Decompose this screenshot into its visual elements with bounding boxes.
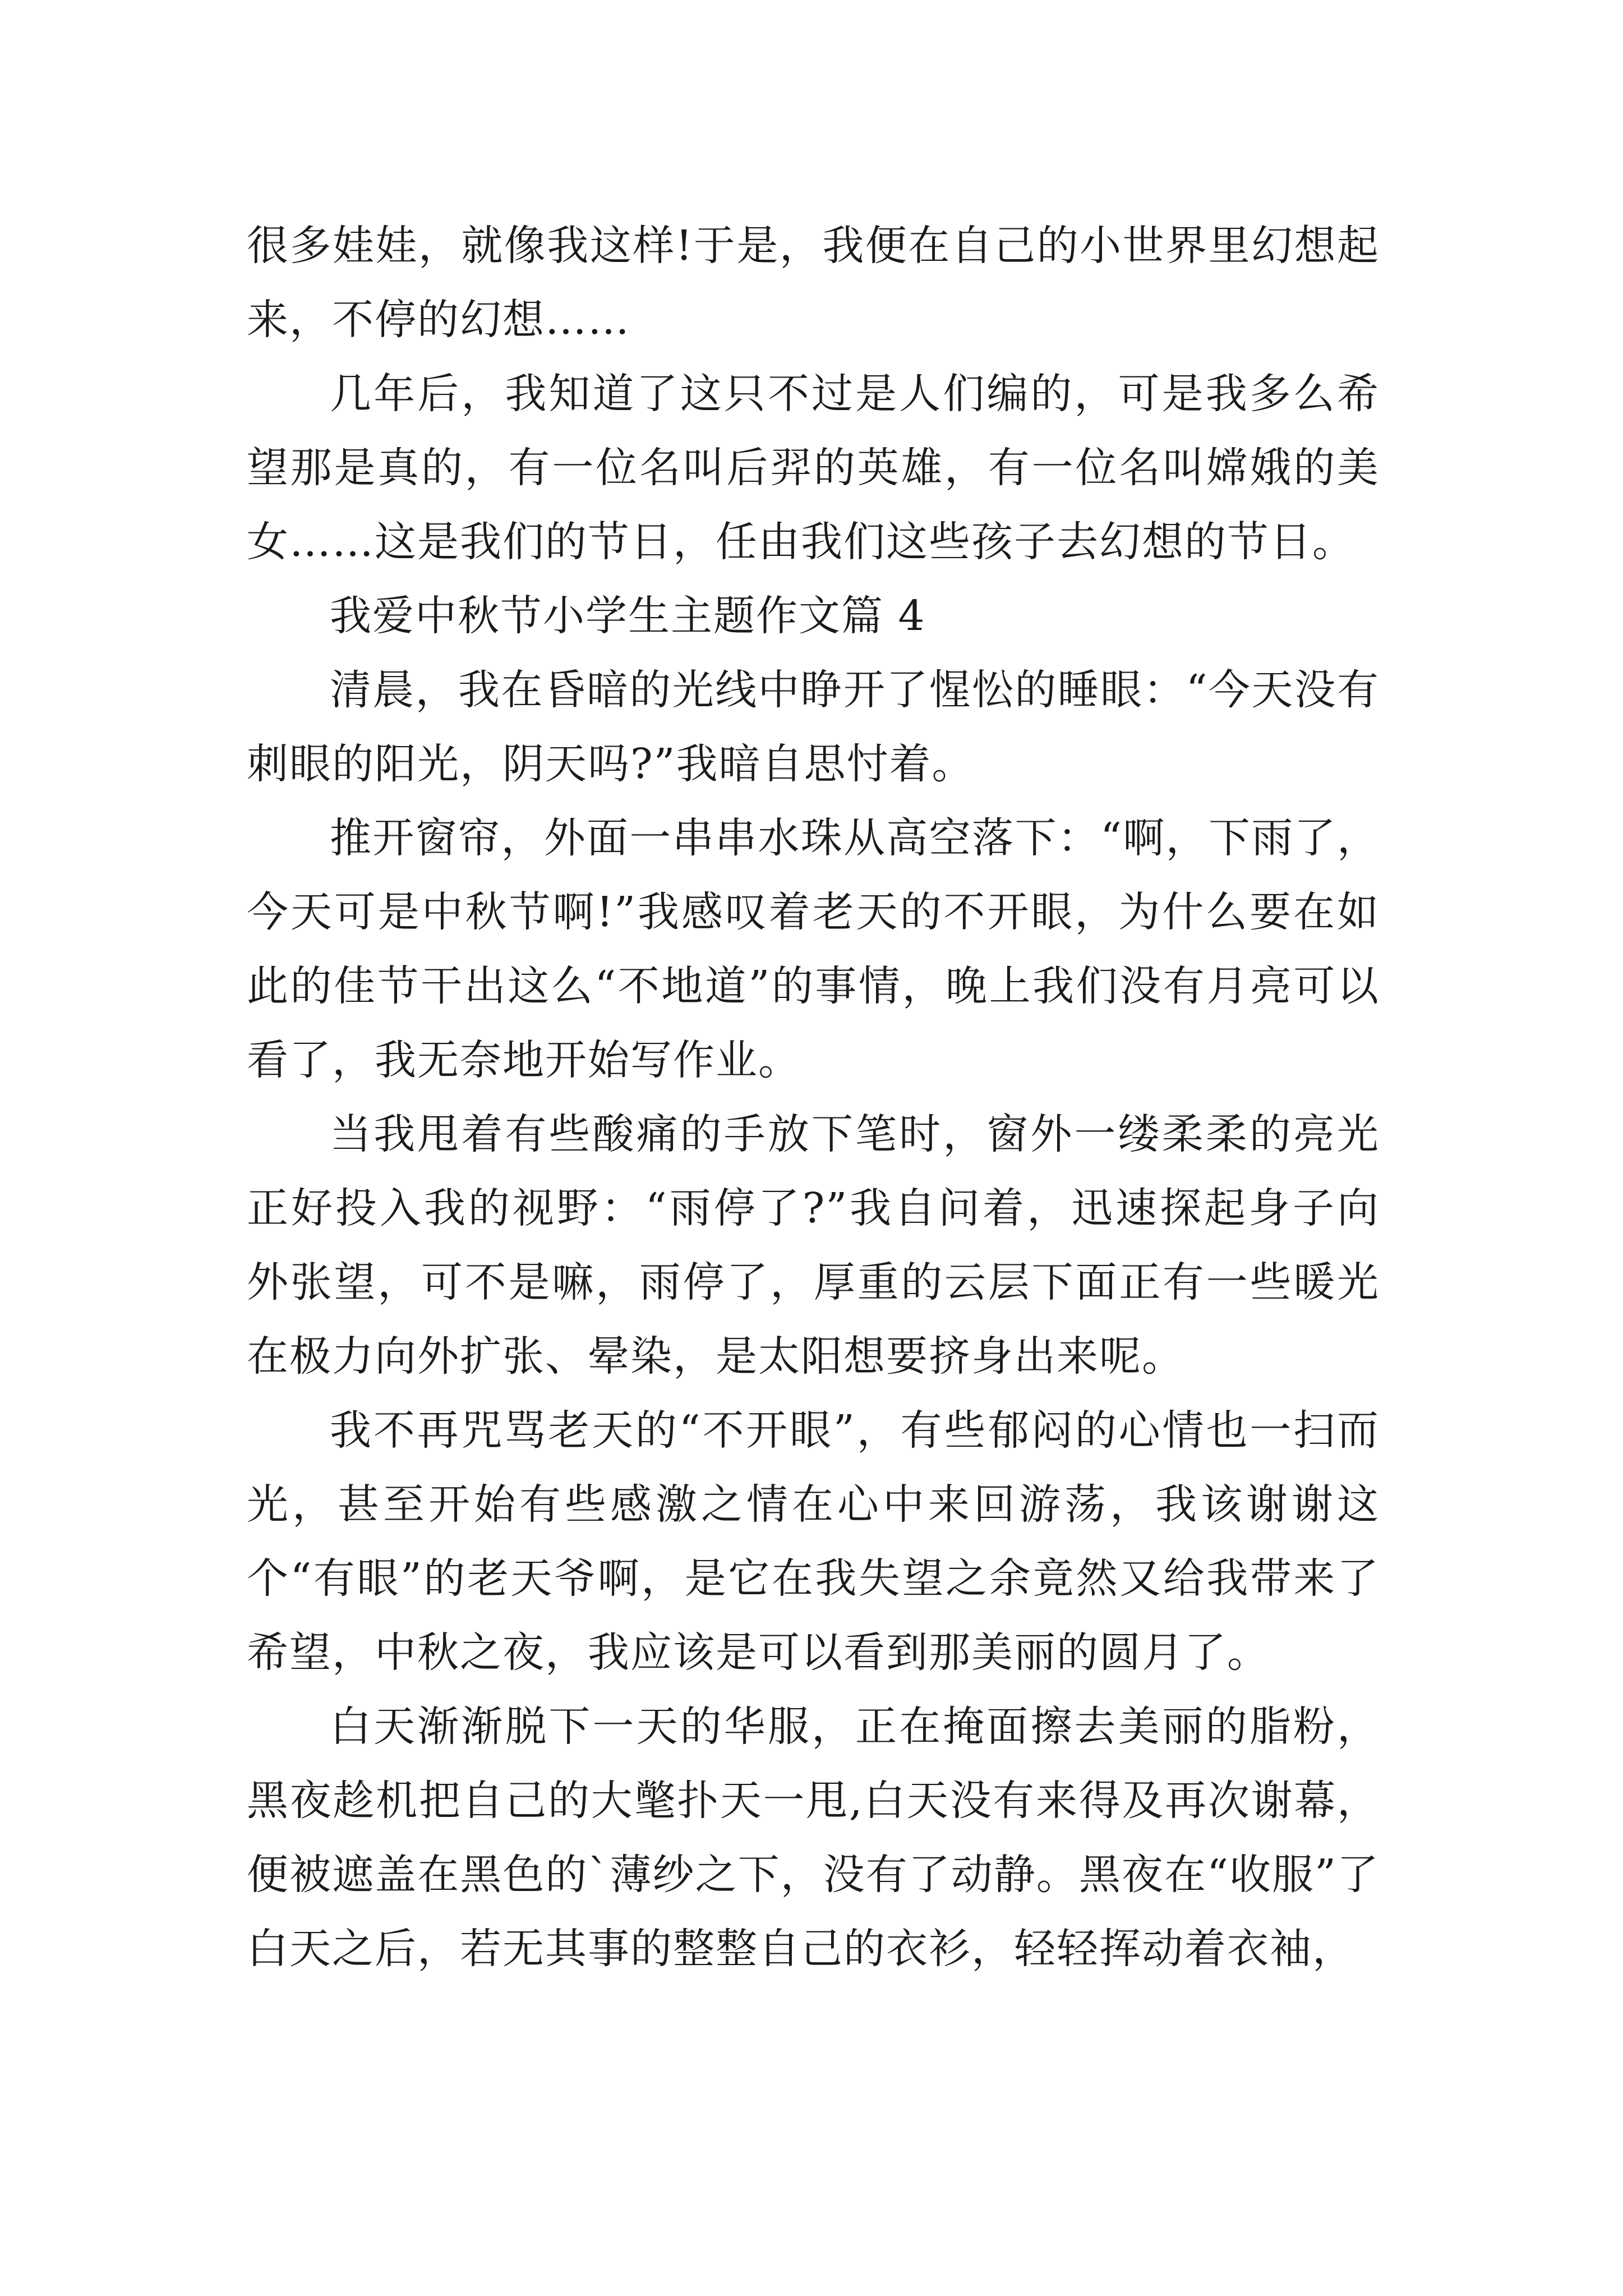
paragraph: 白天渐渐脱下一天的华服，正在掩面擦去美丽的脂粉，黑夜趁机把自己的大氅扑天一甩,白天没有来得及再次谢幕，便被遮盖在黑色的`薄纱之下，没有了动静。黑夜在“收服”了白天之后，若无其事的整整自己的衣衫，轻轻挥动着衣袖， (247, 1703, 1380, 1973)
paragraph: 我不再咒骂老天的“不开眼”，有些郁闷的心情也一扫而光，甚至开始有些感激之情在心中来回游荡，我该谢谢这个“有眼”的老天爷啊，是它在我失望之余竟然又给我带来了希望，中秋之夜，我应该是可以看到那美丽的圆月了。 (247, 1406, 1380, 1677)
paragraph: 很多娃娃，就像我这样!于是，我便在自己的小世界里幻想起来，不停的幻想…… (247, 222, 1380, 344)
paragraph: 几年后，我知道了这只不过是人们编的，可是我多么希望那是真的，有一位名叫后羿的英雄，有一位名叫嫦娥的美女……这是我们的节日，任由我们这些孩子去幻想的节日。 (247, 370, 1380, 566)
document-body (247, 209, 1380, 1986)
paragraph: 推开窗帘，外面一串串水珠从高空落下：“啊，下雨了，今天可是中秋节啊!”我感叹着老天的不开眼，为什么要在如此的佳节干出这么“不地道”的事情，晚上我们没有月亮可以看了，我无奈地开始写作业。 (247, 814, 1380, 1084)
section-heading: 我爱中秋节小学生主题作文篇 4 (330, 592, 926, 640)
paragraph: 清晨，我在昏暗的光线中睁开了惺忪的睡眼：“今天没有刺眼的阳光，阴天吗?”我暗自思忖着。 (247, 666, 1380, 788)
paragraph: 当我甩着有些酸痛的手放下笔时，窗外一缕柔柔的亮光正好投入我的视野：“雨停了?”我自问着，迅速探起身子向外张望，可不是嘛，雨停了，厚重的云层下面正有一些暖光在极力向外扩张、晕染，是太阳想要挤身出来呢。 (247, 1110, 1380, 1381)
